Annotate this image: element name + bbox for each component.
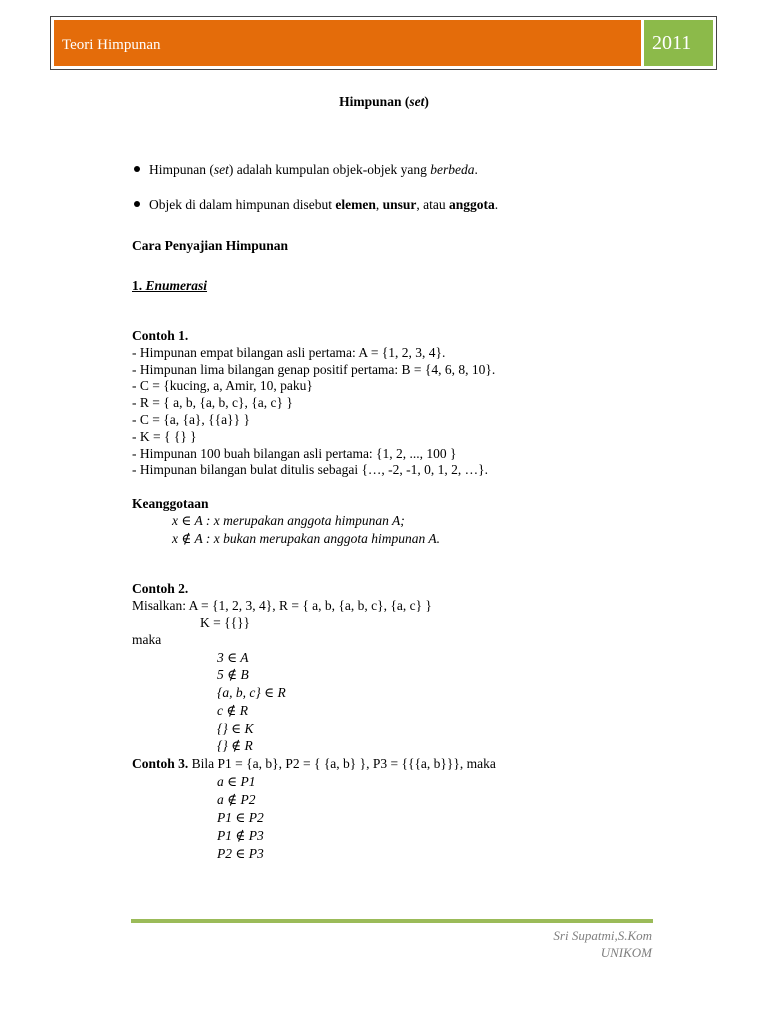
contoh-1-line: - Himpunan lima bilangan genap positif pertama: B = {4, 6, 8, 10}.: [132, 362, 496, 377]
contoh-1-line: - C = {kucing, a, Amir, 10, paku}: [132, 378, 313, 393]
contoh-1-line: - K = { {} }: [132, 429, 197, 444]
footer-rule: [131, 919, 653, 923]
keanggotaan-line: x ∉ A : x bukan merupakan anggota himpunan A.: [172, 531, 440, 546]
footer-author: Sri Supatmi,S.Kom: [553, 928, 652, 943]
contoh-2-item: 3 ∈ A: [217, 650, 249, 665]
contoh-1-line: - Himpunan bilangan bulat ditulis sebagai {…, -2, -1, 0, 1, 2, …}.: [132, 462, 489, 477]
bullet-item-2: Objek di dalam himpunan disebut elemen, unsur, atau anggota.: [149, 197, 499, 212]
contoh-1-line: - C = {a, {a}, {{a}} }: [132, 412, 250, 427]
bullet-icon: [134, 201, 140, 207]
document-title: Himpunan (set): [339, 94, 429, 109]
section-title: Cara Penyajian Himpunan: [132, 238, 289, 253]
contoh-2-item: {} ∈ K: [217, 721, 254, 736]
contoh-3-item: P1 ∈ P2: [217, 810, 264, 825]
contoh-3-item: a ∉ P2: [217, 792, 256, 807]
contoh-2-item: {a, b, c} ∈ R: [217, 685, 286, 700]
keanggotaan-line: x ∈ A : x merupakan anggota himpunan A;: [172, 513, 405, 528]
bullet-item-1: Himpunan (set) adalah kumpulan objek-objek yang berbeda.: [149, 162, 478, 177]
header-title: Teori Himpunan: [62, 37, 161, 53]
contoh-3-item: a ∈ P1: [217, 774, 256, 789]
contoh-1-line: - R = { a, b, {a, b, c}, {a, c} }: [132, 395, 293, 410]
contoh-2-maka: maka: [132, 632, 162, 647]
contoh-3-item: P2 ∈ P3: [217, 846, 264, 861]
footer-institution: UNIKOM: [600, 945, 652, 960]
contoh-1-title: Contoh 1.: [132, 328, 189, 343]
contoh-2-line: K = {{}}: [200, 615, 251, 630]
contoh-1-line: - Himpunan 100 buah bilangan asli pertama: {1, 2, ..., 100 }: [132, 446, 457, 461]
contoh-2-item: 5 ∉ B: [217, 667, 249, 682]
contoh-2-item: c ∉ R: [217, 703, 248, 718]
bullet-icon: [134, 166, 140, 172]
contoh-3-item: P1 ∉ P3: [217, 828, 264, 843]
header-title-box: [54, 20, 641, 66]
header-year-box: [644, 20, 713, 66]
contoh-2-title: Contoh 2.: [132, 581, 189, 596]
contoh-3-line: Contoh 3. Bila P1 = {a, b}, P2 = { {a, b} }, P3 = {{{a, b}}}, maka: [132, 756, 496, 771]
contoh-1-line: - Himpunan empat bilangan asli pertama: A = {1, 2, 3, 4}.: [132, 345, 446, 360]
keanggotaan-title: Keanggotaan: [132, 496, 209, 511]
contoh-2-line: Misalkan: A = {1, 2, 3, 4}, R = { a, b, {a, b, c}, {a, c} }: [132, 598, 432, 613]
page-header: [50, 16, 717, 70]
contoh-2-item: {} ∉ R: [217, 738, 253, 753]
subsection-title: 1. Enumerasi: [132, 278, 208, 293]
header-year: 2011: [652, 32, 692, 54]
